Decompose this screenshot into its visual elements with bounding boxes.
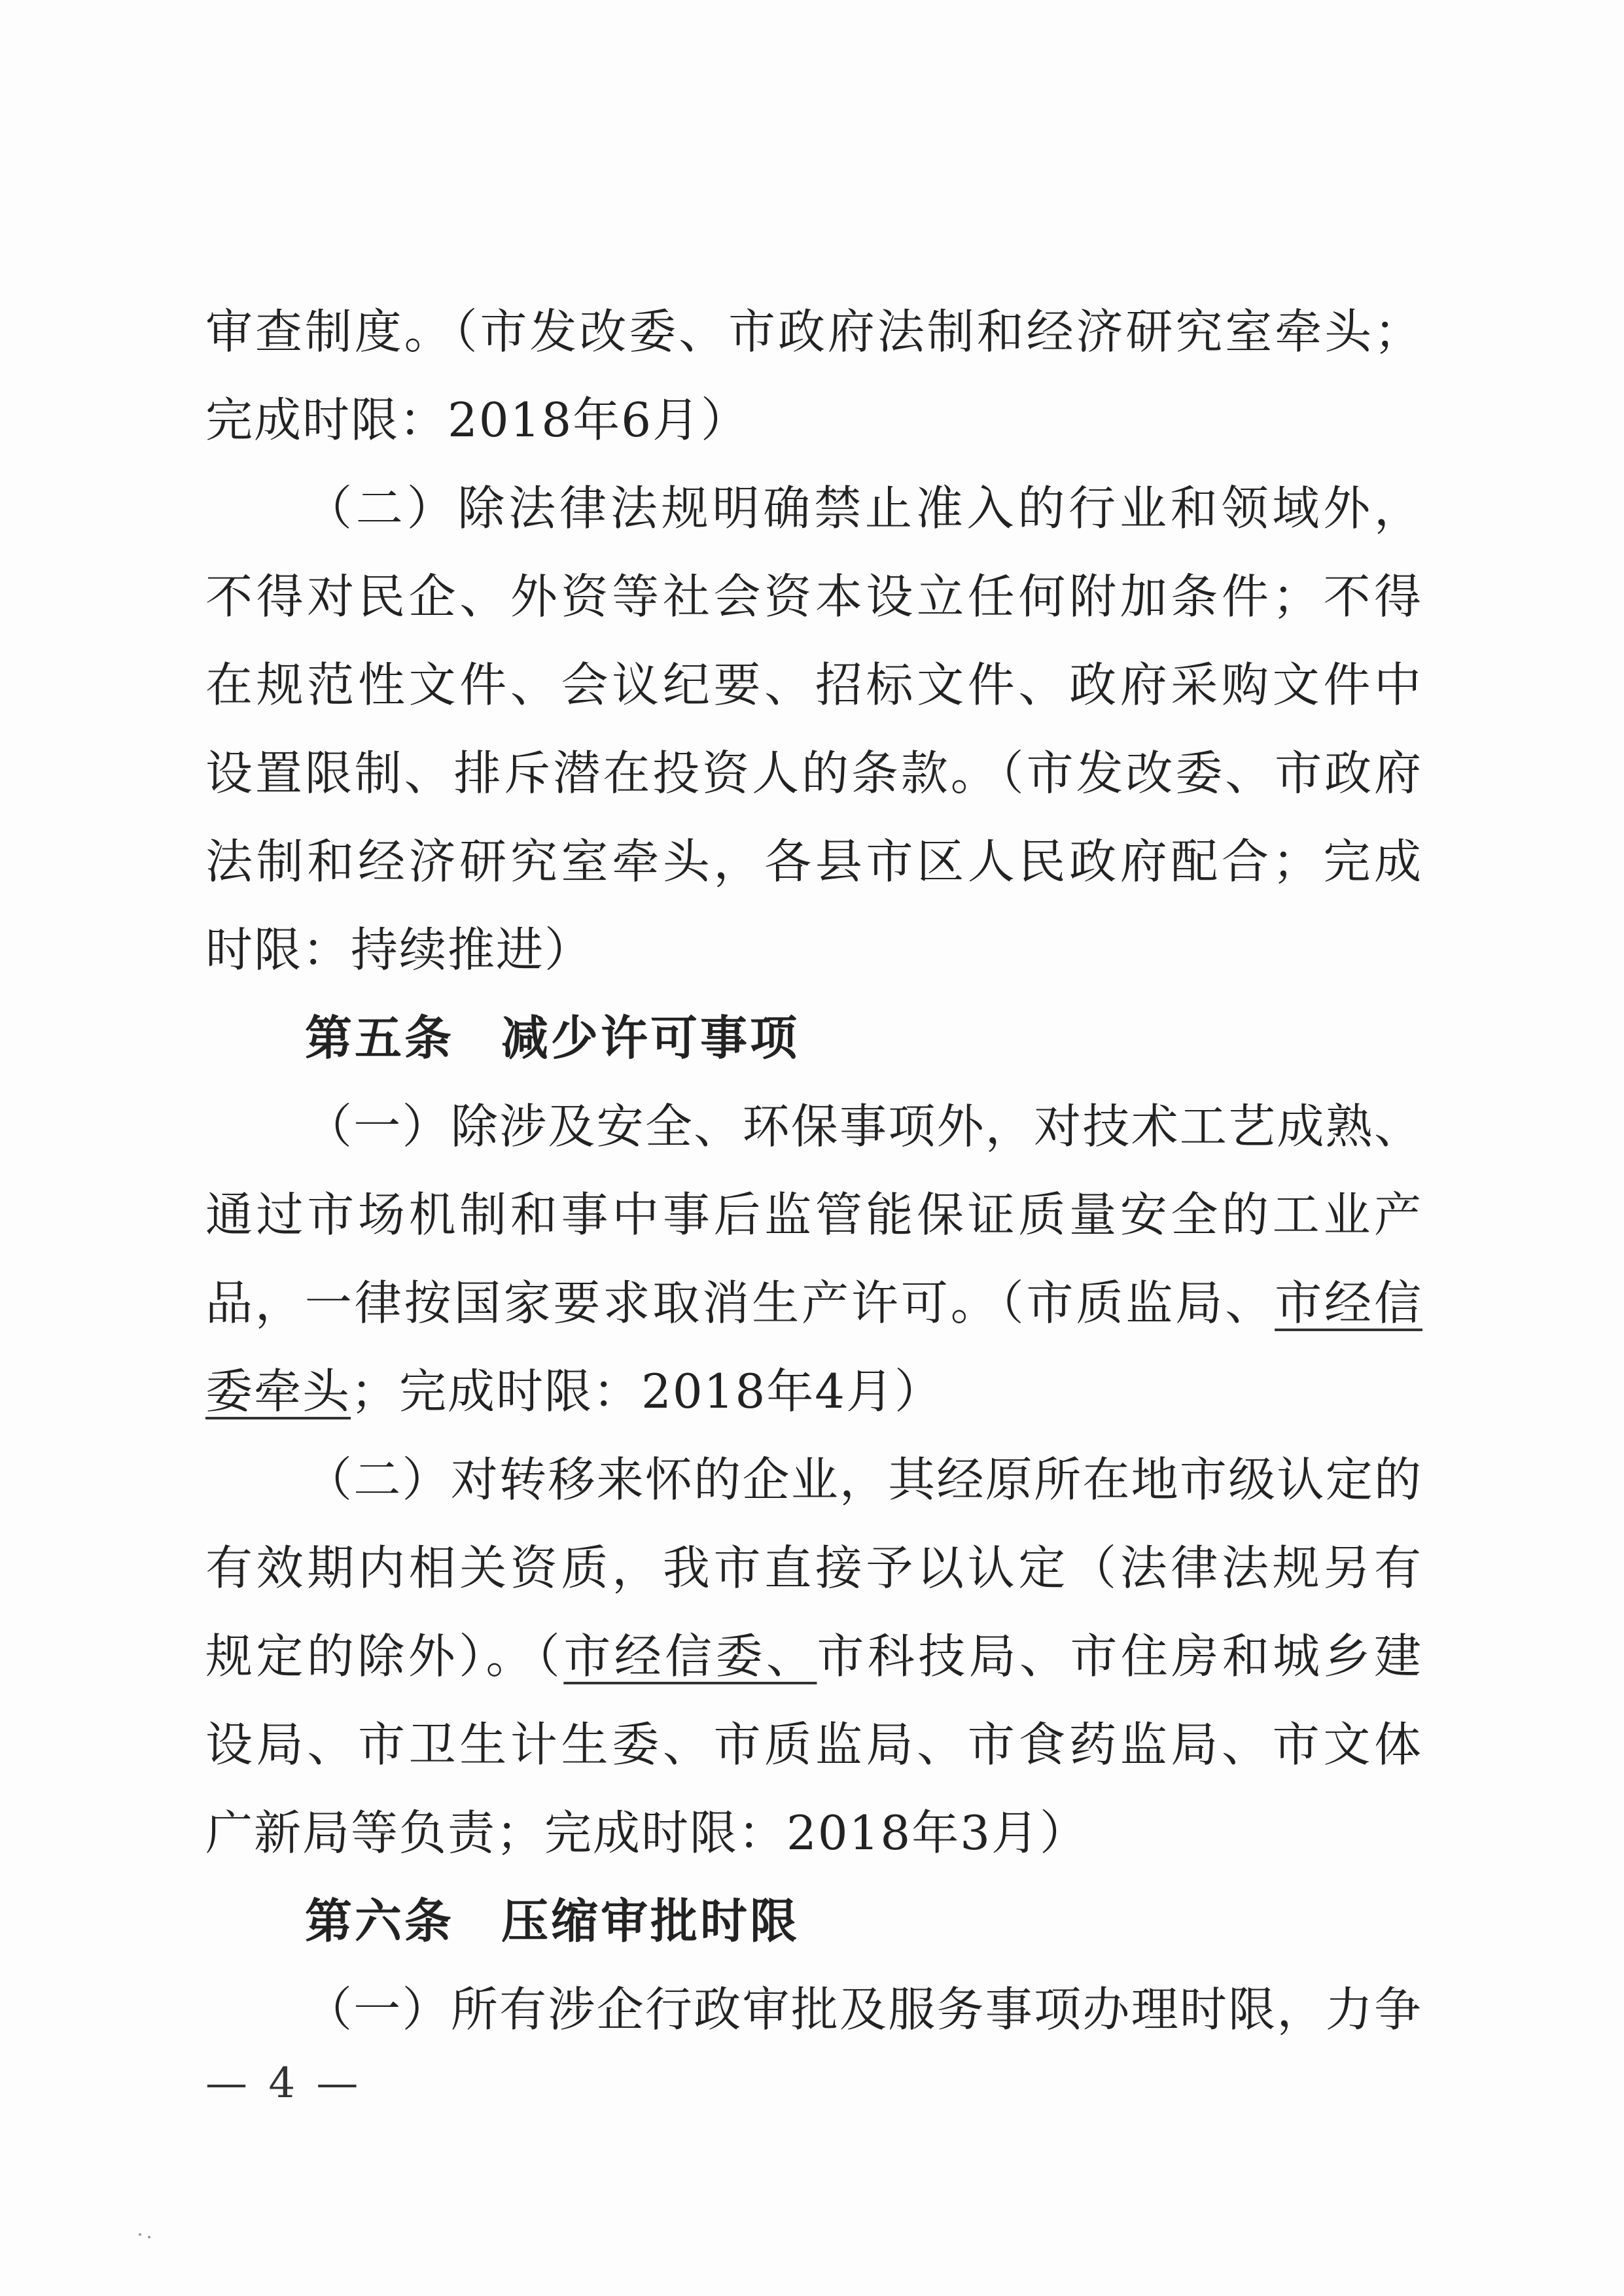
paragraph-start: （二）除法律法规明确禁止准入的行业和领域外， <box>305 481 1422 536</box>
text-line: 时限：持续推进） <box>205 922 593 977</box>
scan-speck <box>139 2233 141 2236</box>
text-span: 市科技局、市住房和城乡建 <box>817 1629 1422 1684</box>
paragraph-start: （一）所有涉企行政审批及服务事项办理时限，力争 <box>305 1982 1422 2037</box>
text-span: 规定的除外）。（ <box>205 1629 564 1684</box>
text-line: 广新局等负责；完成时限：2018年3月） <box>205 1805 1089 1860</box>
text-line: 通过市场机制和事中事后监管能保证质量安全的工业产 <box>205 1187 1422 1242</box>
text-line: 设局、市卫生计生委、市质监局、市食药监局、市文体 <box>205 1717 1422 1772</box>
article-title: 减少许可事项 <box>501 1011 800 1066</box>
scan-speck <box>148 2236 150 2238</box>
text-line: 有效期内相关资质，我市直接予以认定（法律法规另有 <box>205 1540 1422 1595</box>
text-span: 品，一律按国家要求取消生产许可。（市质监局、 <box>205 1276 1275 1331</box>
text-line: 设置限制、排斥潜在投资人的条款。（市发改委、市政府 <box>205 746 1422 801</box>
paragraph-start: （一）除涉及安全、环保事项外，对技术工艺成熟、 <box>305 1099 1422 1154</box>
handwritten-underline-mark: 委牵头 <box>205 1364 351 1419</box>
handwritten-underline-mark: 市经信委、 <box>563 1629 817 1684</box>
paragraph-start: （二）对转移来怀的企业，其经原所在地市级认定的 <box>305 1452 1422 1507</box>
article-number: 第六条 <box>305 1894 455 1949</box>
text-line: 不得对民企、外资等社会资本设立任何附加条件；不得 <box>205 569 1422 624</box>
page-number: — 4 — <box>205 2059 362 2108</box>
text-line: 在规范性文件、会议纪要、招标文件、政府采购文件中 <box>205 657 1422 712</box>
text-line: 完成时限：2018年6月） <box>205 392 750 447</box>
article-heading <box>205 1877 1422 1966</box>
handwritten-underline-mark: 市经信 <box>1275 1276 1422 1331</box>
text-line: 法制和经济研究室牵头，各县市区人民政府配合；完成 <box>205 834 1422 889</box>
text-line <box>205 1612 1422 1701</box>
article-number: 第五条 <box>305 1011 455 1066</box>
text-line <box>205 1348 1422 1436</box>
text-line: 审查制度。（市发改委、市政府法制和经济研究室牵头； <box>205 304 1422 359</box>
text-span: ；完成时限：2018年4月） <box>351 1364 944 1419</box>
document-body <box>205 288 1422 2054</box>
article-heading <box>205 994 1422 1083</box>
article-title: 压缩审批时限 <box>501 1894 800 1949</box>
text-line <box>205 1259 1422 1348</box>
